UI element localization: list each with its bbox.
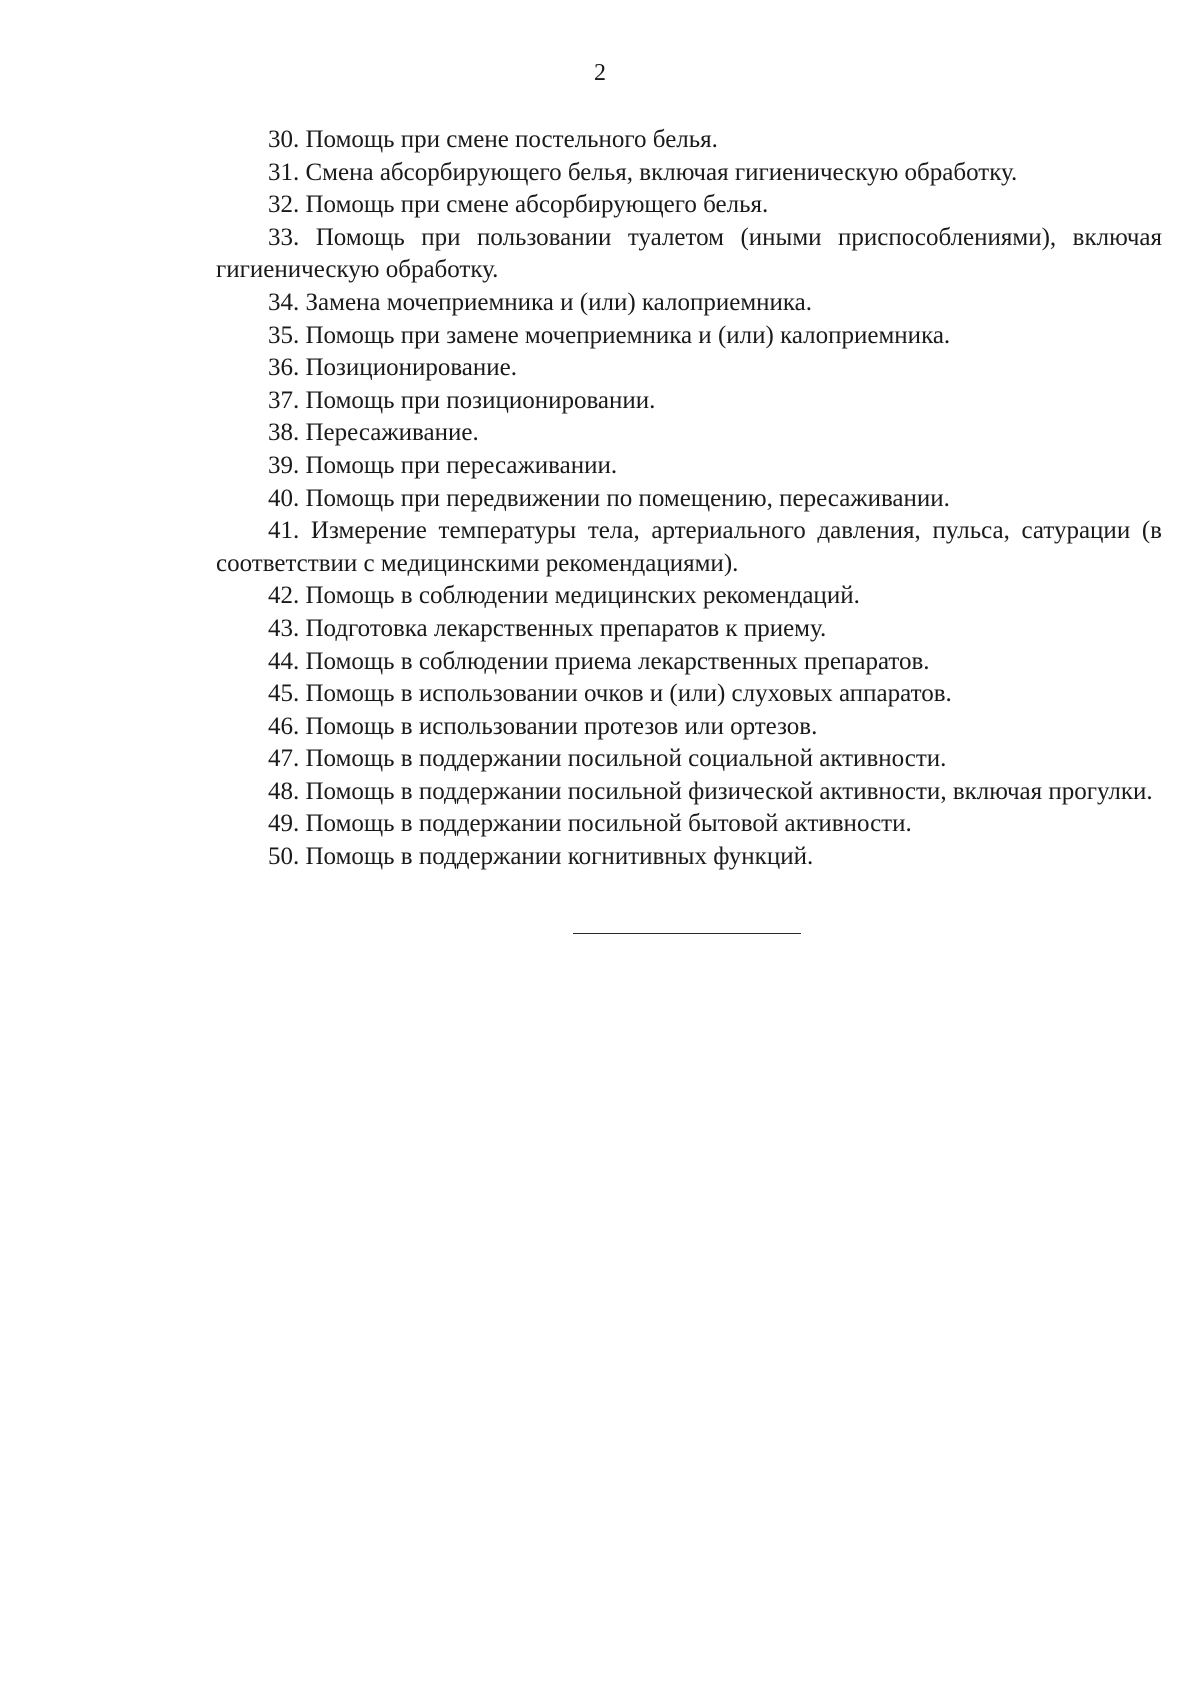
list-item: 41. Измерение температуры тела, артериального давления, пульса, сатурации (в соответствии с медицинскими рекомендациями). <box>216 517 1162 577</box>
list-item: 42. Помощь в соблюдении медицинских рекомендаций. <box>268 582 860 610</box>
list-item: 46. Помощь в использовании протезов или ортезов. <box>268 712 818 740</box>
list-item: 45. Помощь в использовании очков и (или) слуховых аппаратов. <box>268 680 952 708</box>
list-item: 39. Помощь при пересаживании. <box>268 451 618 479</box>
list-item: 40. Помощь при передвижении по помещению, пересаживании. <box>268 484 950 512</box>
list-item: 36. Позиционирование. <box>268 354 517 382</box>
list-item: 48. Помощь в поддержании посильной физической активности, включая прогулки. <box>268 777 1153 805</box>
list-item: 33. Помощь при пользовании туалетом (иными приспособлениями), включая гигиеническую обработку. <box>216 223 1162 284</box>
list-item: 38. Пересаживание. <box>268 419 479 447</box>
list-item: 50. Помощь в поддержании когнитивных функций. <box>268 843 814 871</box>
list-item: 30. Помощь при смене постельного белья. <box>268 126 718 153</box>
list-item: 44. Помощь в соблюдении приема лекарственных препаратов. <box>268 647 930 675</box>
list-item: 43. Подготовка лекарственных препаратов к приему. <box>268 614 827 642</box>
closing-divider <box>573 933 801 934</box>
list-item: 35. Помощь при замене мочеприемника и (или) калоприемника. <box>268 321 951 349</box>
list-item: 32. Помощь при смене абсорбирующего белья. <box>268 191 769 219</box>
list-item: 37. Помощь при позиционировании. <box>268 386 656 414</box>
list-item: 31. Смена абсорбирующего белья, включая гигиеническую обработку. <box>268 158 1018 186</box>
list-item: 49. Помощь в поддержании посильной бытовой активности. <box>268 810 912 838</box>
page-number: 2 <box>594 60 606 86</box>
list-item: 34. Замена мочеприемника и (или) калоприемника. <box>268 288 813 316</box>
list-item: 47. Помощь в поддержании посильной социальной активности. <box>268 745 947 773</box>
services-list <box>216 124 1162 874</box>
